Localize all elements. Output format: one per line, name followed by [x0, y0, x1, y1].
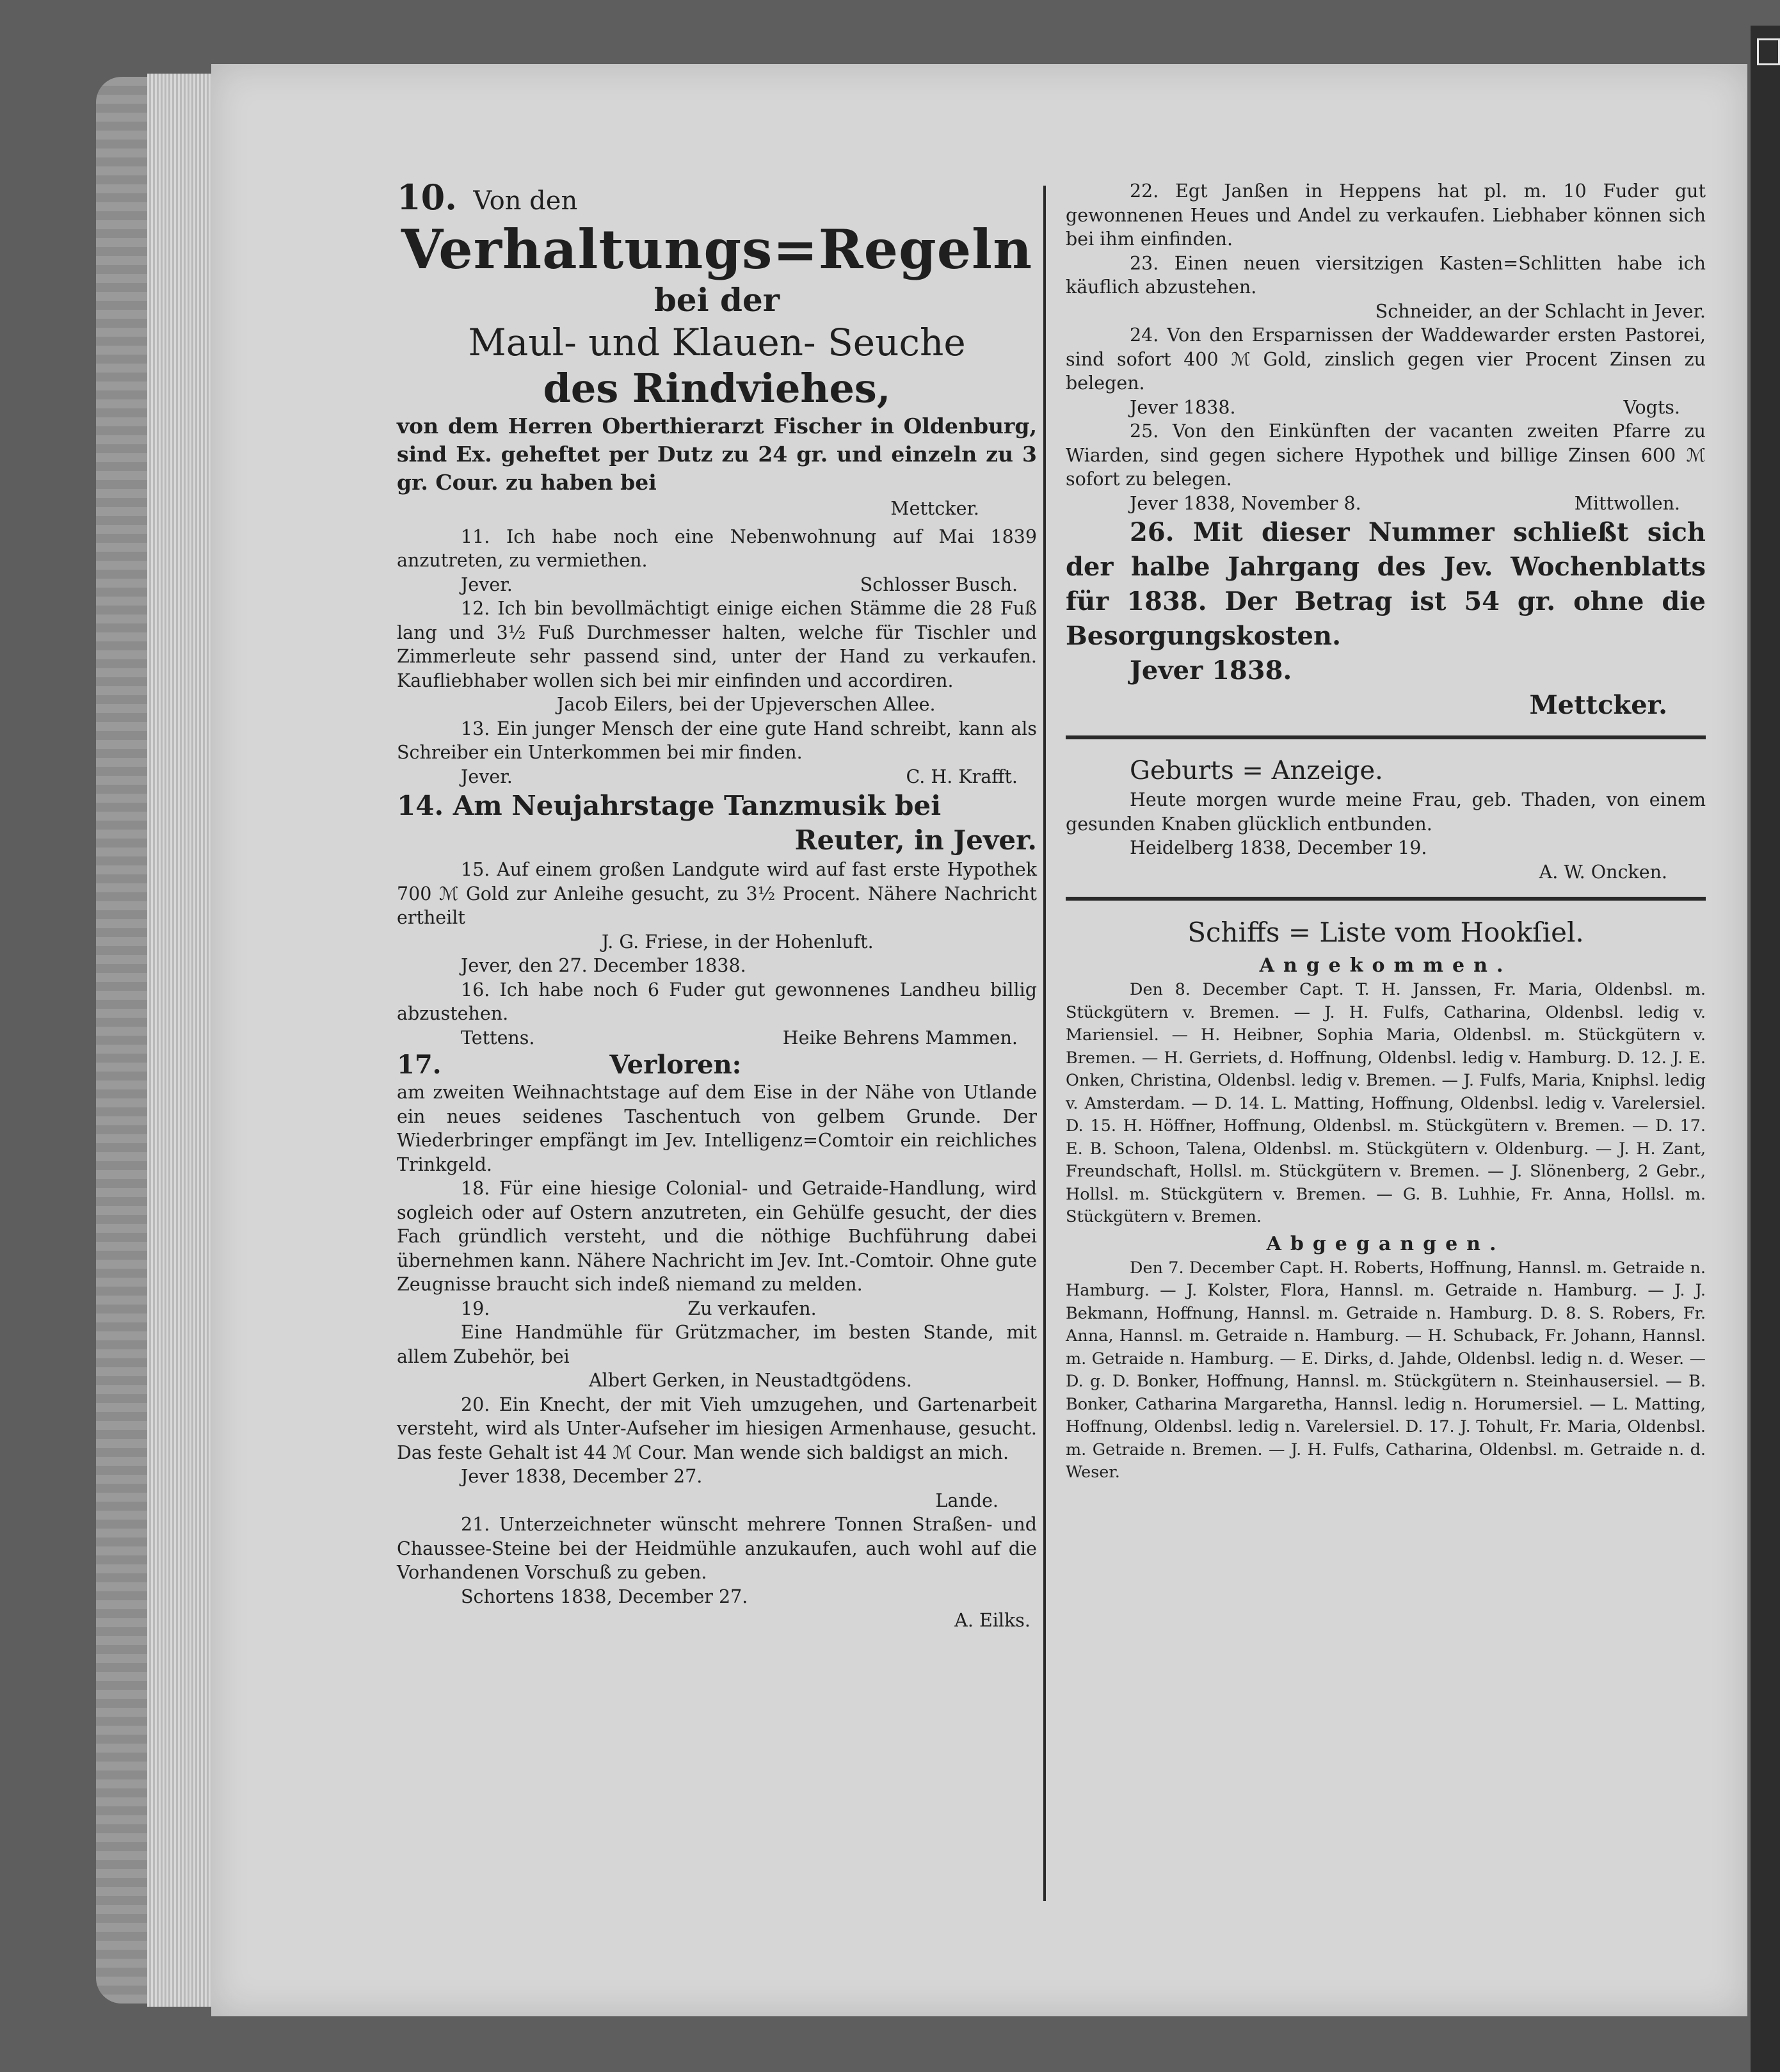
birth-notice-title: Geburts = Anzeige. — [1130, 756, 1383, 785]
notice-16: 16. Ich habe noch 6 Fuder gut gewonnenes Landheu billig abzustehen. — [397, 979, 1037, 1024]
notice-10-signature: Mettcker. — [890, 498, 979, 519]
notice-25-date: Jever 1838, November 8. — [1130, 492, 1361, 514]
notice-26-date: Jever 1838. — [1130, 655, 1292, 686]
notice-21-date: Schortens 1838, December 27. — [461, 1586, 748, 1607]
notice-15-date: Jever, den 27. December 1838. — [461, 955, 746, 976]
notice-17-heading: Verloren: — [609, 1050, 742, 1080]
column-divider — [1043, 186, 1046, 1901]
notice-14: 14. Am Neujahrstage Tanzmusik bei — [397, 790, 942, 821]
left-column — [397, 179, 1037, 1633]
notice-17: am zweiten Weihnachtstage auf dem Eise in der Nähe von Utlande ein neues seidenes Taschentuch von gelbem Grunde. Der Wiederbringer empfängt im Jev. Intelligenz=Comtoir ein reichliches Trinkgeld. — [397, 1082, 1037, 1175]
book-spine — [96, 77, 154, 2004]
notice-11-signature: Schlosser Busch. — [860, 574, 1018, 595]
notice-21-signature: A. Eilks. — [954, 1610, 1030, 1631]
notice-19-signature: Albert Gerken, in Neustadtgödens. — [589, 1370, 912, 1391]
title-sub: bei der — [653, 281, 780, 319]
notice-10-heading — [397, 179, 1037, 219]
right-column — [1066, 179, 1706, 1484]
notice-13-signature: C. H. Krafft. — [906, 766, 1018, 787]
arrived-list: Den 8. December Capt. T. H. Janssen, Fr. Maria, Oldenbsl. m. Stückgütern v. Bremen. — J. H. Fulfs, Catharina, Oldenbsl. ledig v. Mariensiel. — H. Heibner, Sophia Maria, Oldenbsl. m. Stückgütern v. Bremen. — H. Gerriets, d. Hoffnung, Oldenbsl. ledig v. Hamburg. D. 12. J. E. Onken, Christina, Oldenbsl. ledig v. Bremen. — J. Fulfs, Maria, Kniphsl. ledig v. Amsterdam. — D. 14. L. Matting, Hoffnung, Oldenbsl. ledig v. Varelersiel. D. 15. H. Höffner, Hoffnung, Oldenbsl. m. Stückgütern v. Bremen. — D. 17. E. B. Schoon, Talena, Oldenbsl. m. Stückgütern v. Oldenburg. — J. H. Zant, Freundschaft, Hollsl. m. Stückgütern v. Bremen. — J. Slönenberg, 2 Gebr., Hollsl. m. Stückgütern v. Bremen. — G. B. Luhhie, Fr. Anna, Hollsl. m. Stückgütern v. Bremen. — [1066, 980, 1706, 1226]
notice-12: 12. Ich bin bevollmächtigt einige eichen Stämme die 28 Fuß lang und 3½ Fuß Durchmesser halten, welche für Tischler und Zimmerleute sehr passend sind, unter der Hand zu verkaufen. Kaufliebhaber wollen sich bei mir einfinden und accordiren. — [397, 598, 1037, 691]
notice-15: 15. Auf einem großen Landgute wird auf fast erste Hypothek 700 ℳ Gold zur Anleihe gesucht, zu 3½ Procent. Nähere Nachricht ertheilt — [397, 859, 1037, 928]
notice-16-place: Tettens. — [461, 1027, 535, 1048]
notice-10-text: von dem Herren Oberthierarzt Fischer in Oldenburg, sind Ex. geheftet per Dutz zu 24 gr. und einzeln zu 3 gr. Cour. zu haben bei — [397, 414, 1037, 495]
section-rule — [1066, 897, 1706, 901]
notice-19-number: 19. — [461, 1297, 490, 1319]
notice-number: 10. — [397, 177, 457, 218]
notice-14-signature: Reuter, in Jever. — [794, 824, 1037, 856]
notice-24-signature: Vogts. — [1623, 396, 1680, 418]
birth-notice-signature: A. W. Oncken. — [1539, 861, 1667, 883]
arrived-heading: Angekommen. — [1259, 954, 1512, 977]
notice-20-date: Jever 1838, December 27. — [461, 1466, 703, 1487]
notice-24: 24. Von den Ersparnissen der Waddewarder ersten Pastorei, sind sofort 400 ℳ Gold, zinslich gegen vier Procent Zinsen zu belegen. — [1066, 325, 1706, 394]
notice-16-signature: Heike Behrens Mammen. — [782, 1027, 1018, 1048]
notice-26-signature: Mettcker. — [1529, 690, 1667, 720]
title-disease: Maul- und Klauen- Seuche — [468, 321, 966, 364]
ship-list-title: Schiffs = Liste vom Hookſiel. — [1187, 917, 1584, 948]
section-rule — [1066, 735, 1706, 739]
departed-heading: Abgegangen. — [1266, 1232, 1505, 1255]
notice-20-signature: Lande. — [935, 1490, 998, 1511]
notice-12-signature: Jacob Eilers, bei der Upjeverschen Allee. — [557, 694, 936, 715]
notice-10-intro: Von den — [473, 186, 578, 216]
notice-23: 23. Einen neuen viersitzigen Kasten=Schlitten habe ich käuflich abzustehen. — [1066, 252, 1706, 298]
notice-25: 25. Von den Einkünften der vacanten zweiten Pfarre zu Wiarden, sind gegen sichere Hypothek und billige Zinsen 600 ℳ sofort zu belegen. — [1066, 421, 1706, 490]
notice-25-signature: Mittwollen. — [1574, 492, 1680, 514]
notice-17-number: 17. — [397, 1050, 442, 1080]
notice-24-date: Jever 1838. — [1130, 396, 1236, 418]
scan-border — [1751, 26, 1780, 2072]
notice-15-signature: J. G. Friese, in der Hohenluft. — [602, 931, 874, 952]
notice-21: 21. Unterzeichneter wünscht mehrere Tonnen Straßen- und Chaussee-Steine bei der Heidmühle anzukaufen, auch wohl auf die Vorhandenen Vorschuß zu geben. — [397, 1514, 1037, 1583]
notice-18: 18. Für eine hiesige Colonial- und Getraide-Handlung, wird sogleich oder auf Ostern anzutreten, ein Gehülfe gesucht, der dies Fach gründlich versteht, und die nöthige Buchführung dabei übernehmen kann. Nähere Nachricht im Jev. Int.-Comtoir. Ohne gute Zeugnisse braucht sich indeß niemand zu melden. — [397, 1178, 1037, 1295]
birth-notice-date: Heidelberg 1838, December 19. — [1130, 837, 1427, 858]
notice-19-heading: Zu verkaufen. — [687, 1297, 817, 1319]
notice-13: 13. Ein junger Mensch der eine gute Hand schreibt, kann als Schreiber ein Unterkommen bei mir finden. — [397, 718, 1037, 763]
notice-22: 22. Egt Janßen in Heppens hat pl. m. 10 Fuder gut gewonnenen Heues und Andel zu verkaufen. Liebhaber können sich bei ihm einfinden. — [1066, 181, 1706, 250]
notice-11: 11. Ich habe noch eine Nebenwohnung auf Mai 1839 anzutreten, zu vermiethen. — [397, 526, 1037, 571]
title-cattle: des Rindviehes, — [543, 365, 891, 412]
notice-26: 26. Mit dieser Nummer schließt sich der halbe Jahrgang des Jev. Wochenblatts für 1838. Der Betrag ist 54 gr. ohne die Besorgungskosten. — [1066, 517, 1706, 651]
scan-corner-mark — [1757, 38, 1780, 65]
departed-list: Den 7. December Capt. H. Roberts, Hoffnung, Hannsl. m. Getraide n. Hamburg. — J. Kolster, Flora, Hannsl. m. Getraide n. Hamburg. — J. J. Bekmann, Hoffnung, Hannsl. m. Getraide n. Hamburg. D. 8. S. Robers, Fr. Anna, Hannsl. m. Getraide n. Hamburg. — H. Schuback, Fr. Johann, Hannsl. m. Getraide n. Hamburg. — E. Dirks, d. Jahde, Oldenbsl. ledig n. d. Weser. — D. g. D. Bonker, Hoffnung, Hannsl. m. Stückgütern n. Steinhausersiel. — B. Bonker, Catharina Margaretha, Hannsl. ledig n. Horumersiel. — L. Matting, Hoffnung, Oldenbsl. ledig n. Varelersiel. D. 17. J. Tohult, Fr. Maria, Oldenbsl. m. Getraide n. Bremen. — J. H. Fulfs, Catharina, Oldenbsl. m. Getraide n. d. Weser. — [1066, 1258, 1706, 1482]
title-main: Verhaltungs=Regeln — [401, 218, 1033, 281]
notice-13-place: Jever. — [461, 766, 513, 787]
birth-notice-text: Heute morgen wurde meine Frau, geb. Thaden, von einem gesunden Knaben glücklich entbunden. — [1066, 789, 1706, 835]
notice-23-signature: Schneider, an der Schlacht in Jever. — [1375, 300, 1706, 322]
notice-11-place: Jever. — [461, 574, 513, 595]
notice-20: 20. Ein Knecht, der mit Vieh umzugehen, und Gartenarbeit versteht, wird als Unter-Aufseher im hiesigen Armenhause, gesucht. Das feste Gehalt ist 44 ℳ Cour. Man wende sich baldigst an mich. — [397, 1393, 1037, 1463]
notice-19: Eine Handmühle für Grützmacher, im besten Stande, mit allem Zubehör, bei — [397, 1322, 1037, 1367]
